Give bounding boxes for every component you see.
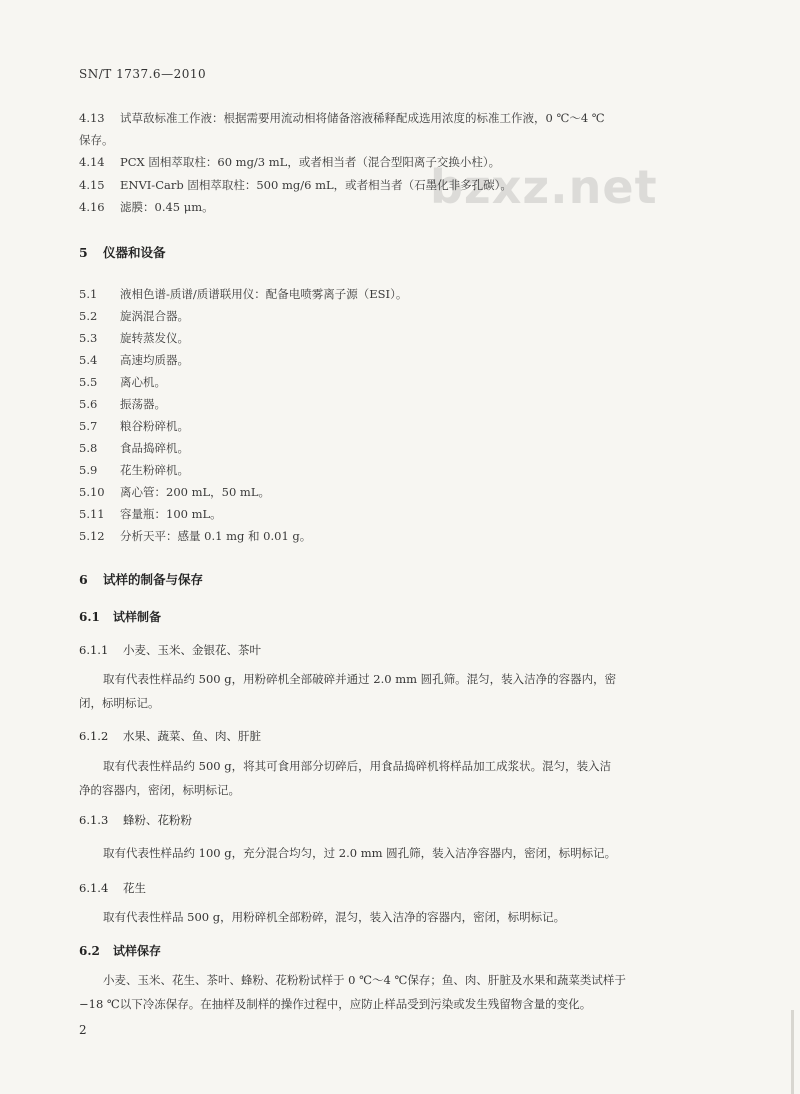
instrument-item: 5.10 离心管：200 mL，50 mL。: [79, 485, 270, 499]
section-6-heading: 6 试样的制备与保存: [79, 572, 204, 587]
instrument-item: 5.5 离心机。: [79, 375, 166, 389]
document-header: SN/T 1737.6—2010: [79, 67, 207, 81]
section-6-1-3-heading: 6.1.3 蜂粉、花粉粉: [79, 813, 192, 827]
instrument-item: 5.11 容量瓶：100 mL。: [79, 507, 222, 521]
section-6-1-1-paragraph: 取有代表性样品约 500 g，用粉碎机全部破碎并通过 2.0 mm 圆孔筛。混匀，装入洁净的容器内，密 闭，标明标记。: [79, 672, 617, 710]
section-6-2-heading: 6.2 试样保存: [79, 944, 162, 958]
scan-edge: [791, 1010, 794, 1094]
reagent-item: 4.16 滤膜：0.45 μm。: [79, 200, 214, 214]
reagent-item: 4.14 PCX 固相萃取柱：60 mg/3 mL，或者相当者（混合型阳离子交换小柱）。: [79, 155, 501, 169]
section-6-1-3-paragraph: 取有代表性样品约 100 g，充分混合均匀，过 2.0 mm 圆孔筛，装入洁净容器内，密闭，标明标记。: [103, 846, 617, 860]
section-6-2-paragraph: 小麦、玉米、花生、茶叶、蜂粉、花粉粉试样于 0 ℃～4 ℃保存；鱼、肉、肝脏及水果和蔬菜类试样于 −18 ℃以下冷冻保存。在抽样及制样的操作过程中，应防止样品受到污染或发生残留物含量的变化。: [79, 973, 626, 1011]
instrument-item: 5.12 分析天平：感量 0.1 mg 和 0.01 g。: [79, 529, 312, 543]
section-6-1-1-heading: 6.1.1 小麦、玉米、金银花、茶叶: [79, 643, 261, 657]
instrument-item: 5.9 花生粉碎机。: [79, 463, 189, 477]
section-6-1-2-paragraph: 取有代表性样品约 500 g，将其可食用部分切碎后，用食品捣碎机将样品加工成浆状。混匀，装入洁 净的容器内，密闭，标明标记。: [79, 759, 612, 797]
reagent-item-continued: 保存。: [79, 133, 114, 147]
reagent-item: 4.15 ENVI-Carb 固相萃取柱：500 mg/6 mL，或者相当者（石墨化非多孔碳）。: [79, 178, 512, 192]
instrument-item: 5.8 食品捣碎机。: [79, 441, 189, 455]
instrument-item: 5.3 旋转蒸发仪。: [79, 331, 189, 345]
instrument-item: 5.4 高速均质器。: [79, 353, 189, 367]
section-5-heading: 5 仪器和设备: [79, 245, 166, 260]
page-number: 2: [79, 1023, 87, 1037]
section-6-1-4-paragraph: 取有代表性样品 500 g，用粉碎机全部粉碎，混匀，装入洁净的容器内，密闭，标明标记。: [103, 910, 566, 924]
section-6-1-4-heading: 6.1.4 花生: [79, 881, 146, 895]
instrument-item: 5.6 振荡器。: [79, 397, 166, 411]
instrument-item: 5.1 液相色谱-质谱/质谱联用仪：配备电喷雾离子源（ESI）。: [79, 287, 408, 301]
section-6-1-heading: 6.1 试样制备: [79, 610, 162, 624]
instrument-item: 5.2 旋涡混合器。: [79, 309, 189, 323]
reagent-item: 4.13 试草敌标准工作液：根据需要用流动相将储备溶液稀释配成选用浓度的标准工作液，0 ℃～4 ℃: [79, 111, 605, 125]
section-6-1-2-heading: 6.1.2 水果、蔬菜、鱼、肉、肝脏: [79, 729, 261, 743]
watermark-logo: bzxz.net: [430, 160, 658, 214]
instrument-item: 5.7 粮谷粉碎机。: [79, 419, 189, 433]
